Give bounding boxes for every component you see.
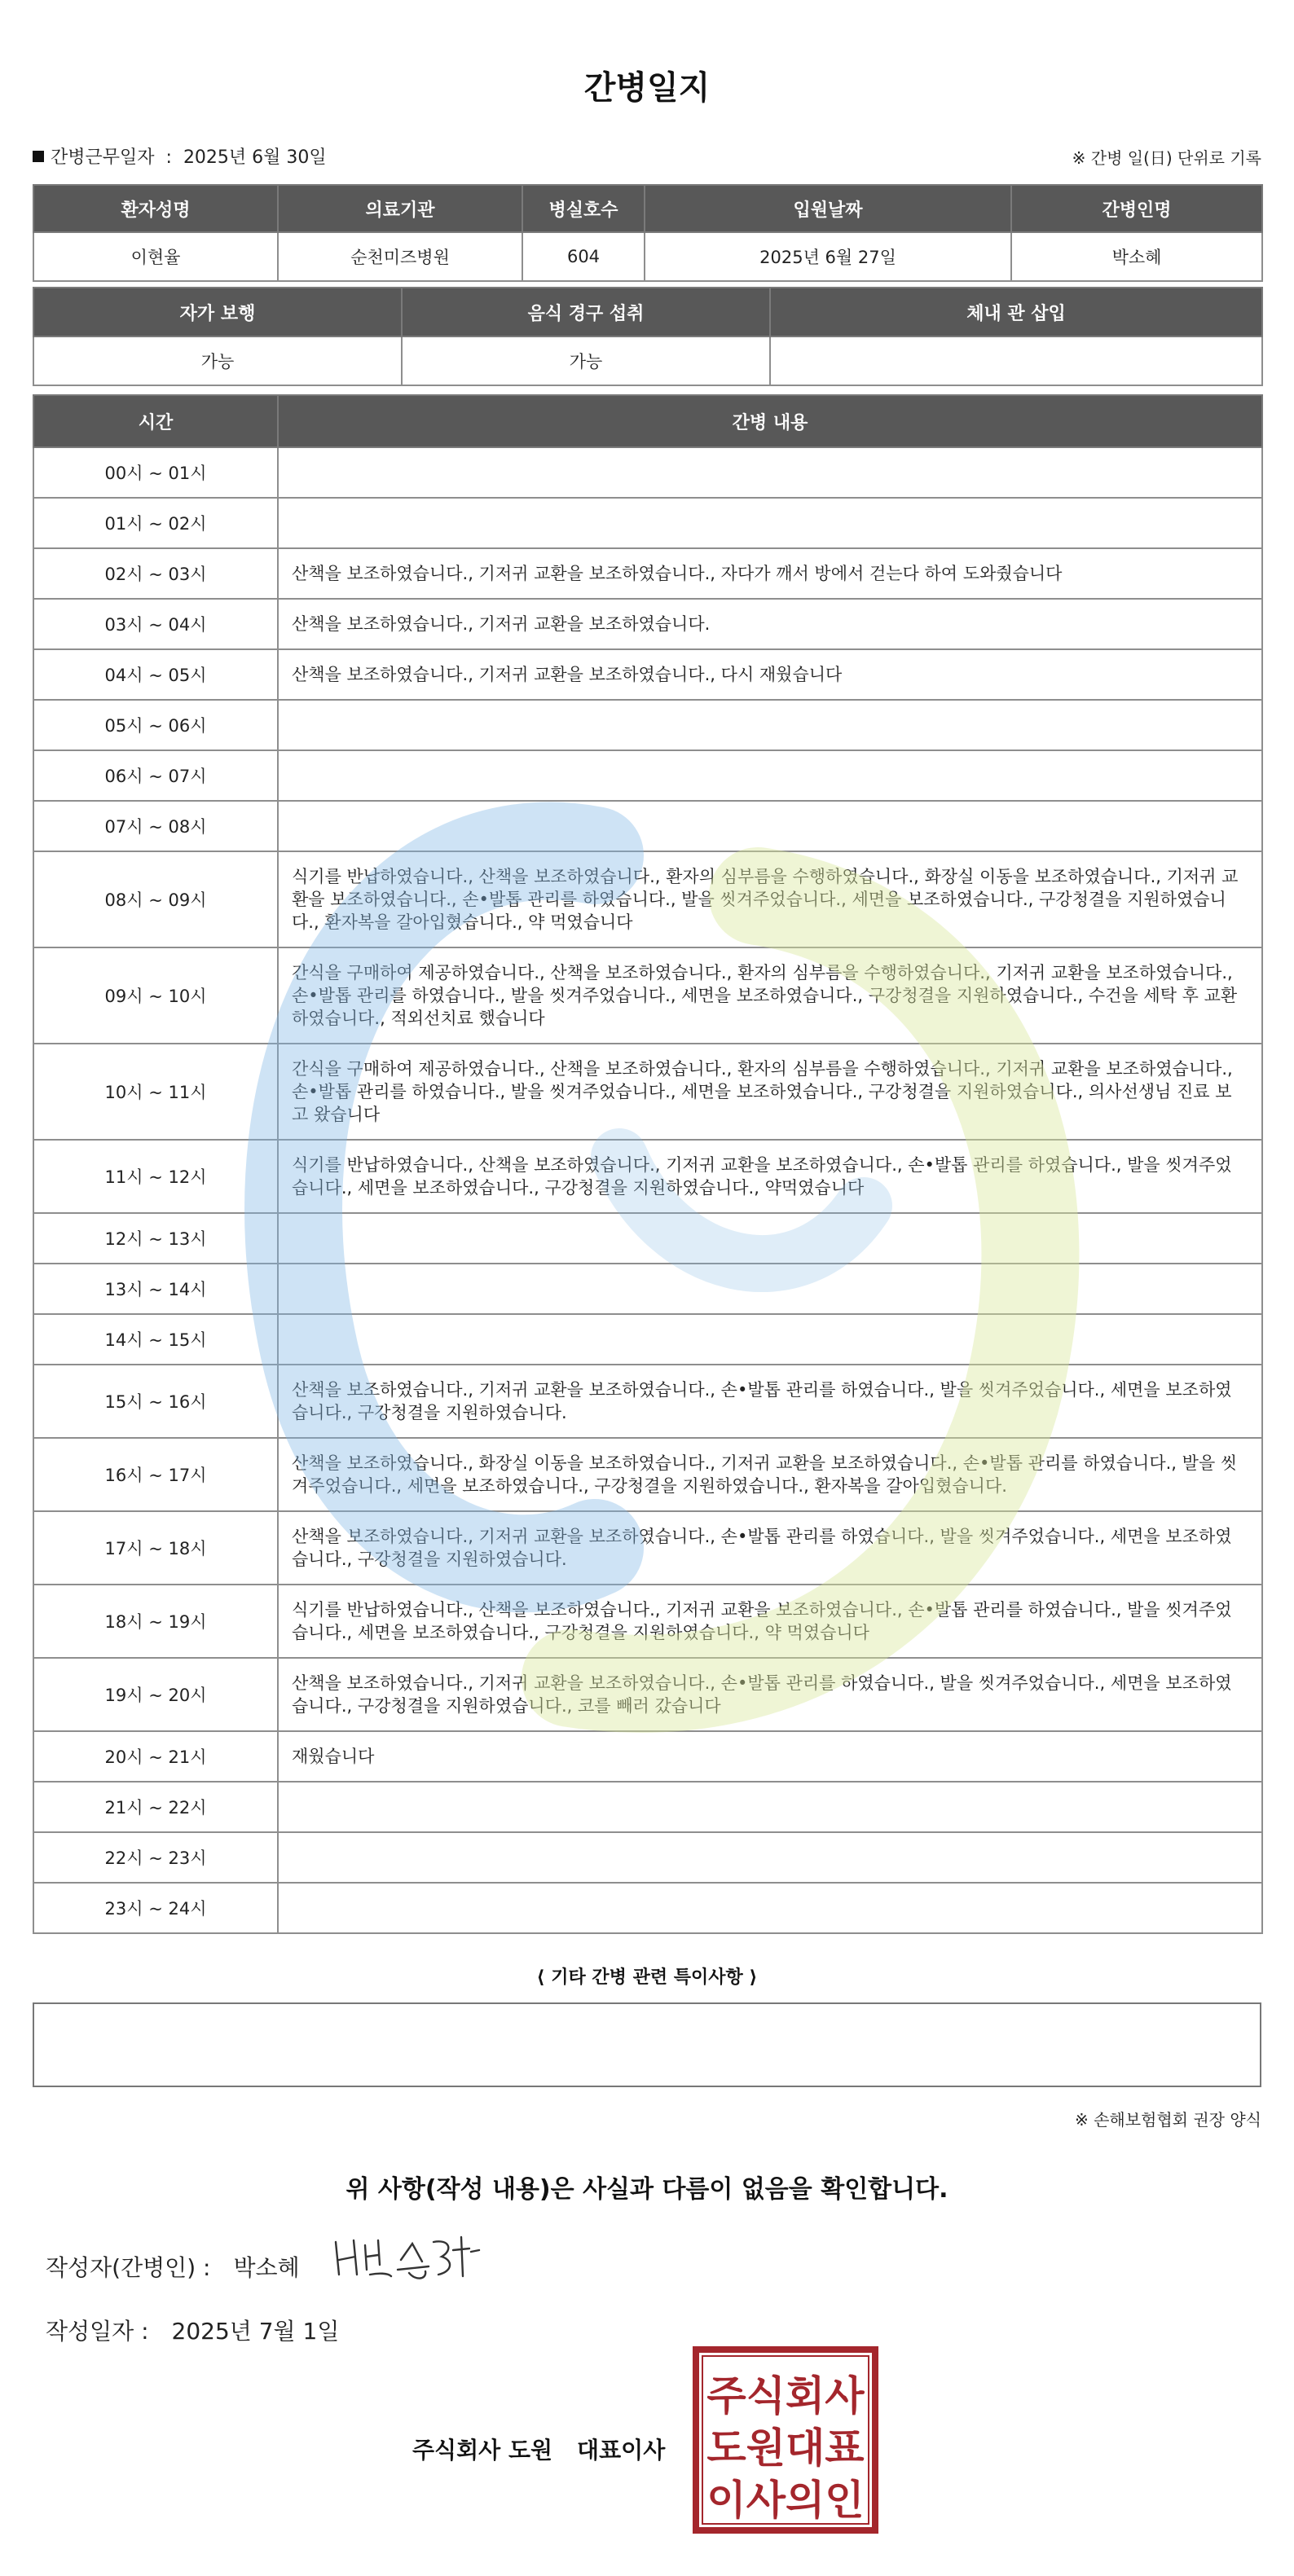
special-notes-box: [33, 2002, 1261, 2087]
header-time: 시간: [33, 395, 278, 447]
patient-header-row: [33, 185, 1262, 232]
care-content: [278, 447, 1262, 498]
table-row: [33, 599, 1262, 649]
table-row: [33, 649, 1262, 700]
seal-line-1: 주식회사: [706, 2372, 865, 2420]
status-table: [33, 287, 1263, 386]
self-walking-value: 가능: [33, 336, 402, 385]
time-slot: 16시 ~ 17시: [33, 1438, 278, 1511]
table-row: [33, 498, 1262, 548]
table-row: [33, 1782, 1262, 1832]
time-slot: 05시 ~ 06시: [33, 700, 278, 750]
log-header-row: [33, 395, 1262, 447]
header-oral-intake: 음식 경구 섭취: [402, 288, 770, 336]
work-date-value: 2025년 6월 30일: [183, 147, 327, 168]
table-row: [33, 1438, 1262, 1511]
write-date-label: 작성일자 :: [46, 2318, 149, 2345]
table-row: [33, 1883, 1262, 1933]
care-content: 산책을 보조하였습니다., 기저귀 교환을 보조하였습니다., 손•발톱 관리를 하였습니다., 발을 씻겨주었습니다., 세면을 보조하였습니다., 구강청결을 지원하였습니다., 코를 빼러 갔습니다: [278, 1658, 1262, 1731]
time-slot: 08시 ~ 09시: [33, 851, 278, 947]
care-content: 간식을 구매하여 제공하였습니다., 산책을 보조하였습니다., 환자의 심부름을 수행하였습니다., 기저귀 교환을 보조하였습니다., 손•발톱 관리를 하였습니다., 발을 씻겨주었습니다., 세면을 보조하였습니다., 구강청결을 지원하였습니다., 의사선생님 진료 보고 왔습니다: [278, 1044, 1262, 1140]
time-slot: 18시 ~ 19시: [33, 1585, 278, 1658]
time-slot: 21시 ~ 22시: [33, 1782, 278, 1832]
special-notes-title: ⟨ 기타 간병 관련 특이사항 ⟩: [536, 1967, 758, 1988]
time-slot: 00시 ~ 01시: [33, 447, 278, 498]
table-row: [33, 1264, 1262, 1314]
page-title: 간병일지: [583, 69, 711, 107]
table-row: [33, 1658, 1262, 1731]
oral-intake-value: 가능: [402, 336, 770, 385]
patient-value-row: [33, 232, 1262, 281]
seal-line-2: 도원대표: [706, 2424, 865, 2472]
status-header-row: [33, 288, 1262, 336]
caregiver-name: 박소혜: [1011, 232, 1262, 281]
care-content: 식기를 반납하였습니다., 산책을 보조하였습니다., 기저귀 교환을 보조하였습니다., 손•발톱 관리를 하였습니다., 발을 씻겨주었습니다., 세면을 보조하였습니다., 구강청결을 지원하였습니다., 약먹였습니다: [278, 1140, 1262, 1213]
table-row: [33, 1314, 1262, 1365]
care-content: 산책을 보조하였습니다., 기저귀 교환을 보조하였습니다.: [278, 599, 1262, 649]
seal-line-3: 이사의인: [706, 2477, 865, 2524]
work-date: [33, 143, 327, 169]
care-content: [278, 1314, 1262, 1365]
company-name: 주식회사 도원: [412, 2437, 553, 2464]
care-content: 식기를 반납하였습니다., 산책을 보조하였습니다., 환자의 심부름을 수행하였습니다., 화장실 이동을 보조하였습니다., 기저귀 교환을 보조하였습니다., 손•발톱 관리를 하였습니다., 발을 씻겨주었습니다., 세면을 보조하였습니다., 구강청결을 지원하였습니다., 환자복을 갈아입혔습니다., 약 먹였습니다: [278, 851, 1262, 947]
table-row: [33, 1511, 1262, 1585]
time-slot: 14시 ~ 15시: [33, 1314, 278, 1365]
care-content: [278, 1883, 1262, 1933]
care-content: [278, 1832, 1262, 1883]
care-content: 산책을 보조하였습니다., 화장실 이동을 보조하였습니다., 기저귀 교환을 보조하였습니다., 손•발톱 관리를 하였습니다., 발을 씻겨주었습니다., 세면을 보조하였습니다., 구강청결을 지원하였습니다., 환자복을 갈아입혔습니다.: [278, 1438, 1262, 1511]
time-slot: 23시 ~ 24시: [33, 1883, 278, 1933]
care-content: [278, 1264, 1262, 1314]
care-log-table: [33, 394, 1263, 1934]
hospital-name: 순천미즈병원: [278, 232, 522, 281]
writer-row: [46, 2250, 300, 2283]
care-content: 산책을 보조하였습니다., 기저귀 교환을 보조하였습니다., 손•발톱 관리를 하였습니다., 발을 씻겨주었습니다., 세면을 보조하였습니다., 구강청결을 지원하였습니다.: [278, 1511, 1262, 1585]
time-slot: 22시 ~ 23시: [33, 1832, 278, 1883]
table-row: [33, 447, 1262, 498]
time-slot: 06시 ~ 07시: [33, 750, 278, 801]
time-slot: 12시 ~ 13시: [33, 1213, 278, 1264]
time-slot: 19시 ~ 20시: [33, 1658, 278, 1731]
confirmation-statement: 위 사항(작성 내용)은 사실과 다름이 없음을 확인합니다.: [346, 2175, 948, 2204]
care-content: 산책을 보조하였습니다., 기저귀 교환을 보조하였습니다., 자다가 깨서 방에서 걷는다 하여 도와줬습니다: [278, 548, 1262, 599]
table-row: [33, 750, 1262, 801]
table-row: [33, 1585, 1262, 1658]
table-row: [33, 548, 1262, 599]
table-row: [33, 1832, 1262, 1883]
patient-table: [33, 184, 1263, 282]
header-self-walking: 자가 보행: [33, 288, 402, 336]
writer-name: 박소혜: [233, 2254, 300, 2281]
care-content: [278, 498, 1262, 548]
care-content: 식기를 반납하였습니다., 산책을 보조하였습니다., 기저귀 교환을 보조하였습니다., 손•발톱 관리를 하였습니다., 발을 씻겨주었습니다., 세면을 보조하였습니다., 구강청결을 지원하였습니다., 약 먹였습니다: [278, 1585, 1262, 1658]
time-slot: 02시 ~ 03시: [33, 548, 278, 599]
patient-name: 이현율: [33, 232, 278, 281]
table-row: [33, 947, 1262, 1044]
time-slot: 15시 ~ 16시: [33, 1365, 278, 1438]
room-number: 604: [522, 232, 645, 281]
time-slot: 17시 ~ 18시: [33, 1511, 278, 1585]
time-slot: 07시 ~ 08시: [33, 801, 278, 851]
write-date-row: [46, 2314, 339, 2346]
time-slot: 04시 ~ 05시: [33, 649, 278, 700]
form-source-note: ※ 손해보험협회 권장 양식: [1074, 2110, 1261, 2130]
header-care-content: 간병 내용: [278, 395, 1262, 447]
care-content: [278, 801, 1262, 851]
time-slot: 01시 ~ 02시: [33, 498, 278, 548]
write-date-value: 2025년 7월 1일: [171, 2318, 340, 2345]
care-content: 간식을 구매하여 제공하였습니다., 산책을 보조하였습니다., 환자의 심부름을 수행하였습니다., 기저귀 교환을 보조하였습니다., 손•발톱 관리를 하였습니다., 발을 씻겨주었습니다., 세면을 보조하였습니다., 구강청결을 지원하였습니다., 수건을 세탁 후 교환하였습니다., 적외선치료 했습니다: [278, 947, 1262, 1044]
bullet-square-icon: [33, 151, 44, 162]
table-row: [33, 1044, 1262, 1140]
care-content: 재웠습니다: [278, 1731, 1262, 1782]
time-slot: 13시 ~ 14시: [33, 1264, 278, 1314]
table-row: [33, 700, 1262, 750]
header-patient-name: 환자성명: [33, 185, 278, 232]
care-content: [278, 1782, 1262, 1832]
table-row: [33, 1213, 1262, 1264]
header-room-number: 병실호수: [522, 185, 645, 232]
header-hospital: 의료기관: [278, 185, 522, 232]
care-content: [278, 700, 1262, 750]
time-slot: 10시 ~ 11시: [33, 1044, 278, 1140]
table-row: [33, 1140, 1262, 1213]
company-row: [412, 2433, 665, 2465]
status-value-row: [33, 336, 1262, 385]
time-slot: 20시 ~ 21시: [33, 1731, 278, 1782]
company-ceo-title: 대표이사: [577, 2437, 666, 2464]
time-slot: 11시 ~ 12시: [33, 1140, 278, 1213]
care-content: [278, 1213, 1262, 1264]
work-date-separator: :: [165, 147, 172, 168]
admission-date: 2025년 6월 27일: [645, 232, 1011, 281]
work-date-label: 간병근무일자: [51, 147, 155, 168]
time-slot: 03시 ~ 04시: [33, 599, 278, 649]
care-content: 산책을 보조하였습니다., 기저귀 교환을 보조하였습니다., 손•발톱 관리를 하였습니다., 발을 씻겨주었습니다., 세면을 보조하였습니다., 구강청결을 지원하였습니다.: [278, 1365, 1262, 1438]
handwritten-signature: [331, 2227, 486, 2286]
care-content: [278, 750, 1262, 801]
table-row: [33, 801, 1262, 851]
unit-note: ※ 간병 일(日) 단위로 기록: [1072, 148, 1261, 168]
care-content: 산책을 보조하였습니다., 기저귀 교환을 보조하였습니다., 다시 재웠습니다: [278, 649, 1262, 700]
table-row: [33, 851, 1262, 947]
tube-insertion-value: [770, 336, 1262, 385]
writer-label: 작성자(간병인) :: [46, 2254, 211, 2281]
company-seal: [693, 2346, 878, 2534]
time-slot: 09시 ~ 10시: [33, 947, 278, 1044]
header-caregiver-name: 간병인명: [1011, 185, 1262, 232]
header-admission-date: 입원날짜: [645, 185, 1011, 232]
table-row: [33, 1365, 1262, 1438]
table-row: [33, 1731, 1262, 1782]
header-tube-insertion: 체내 관 삽입: [770, 288, 1262, 336]
